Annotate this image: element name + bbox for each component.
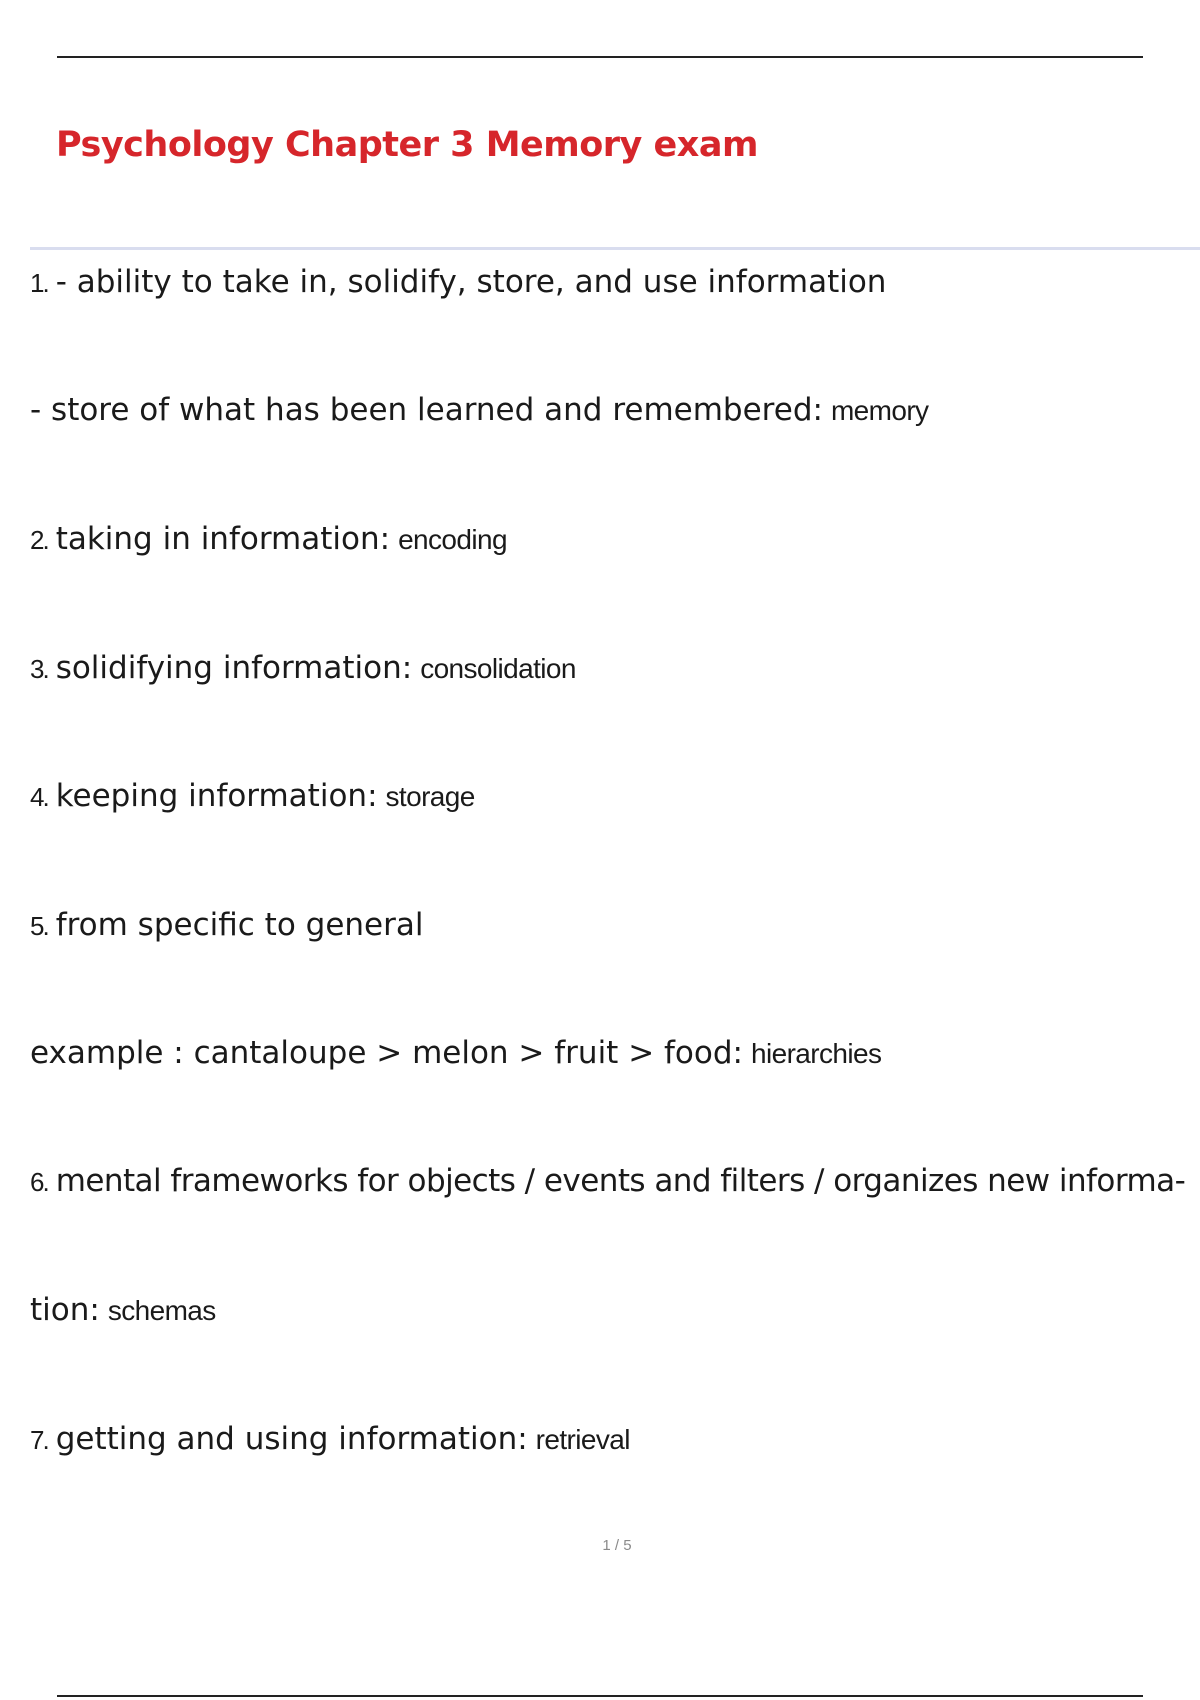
item-number: 7. (30, 1425, 48, 1455)
item-number: 1. (30, 268, 48, 298)
item-number: 5. (30, 911, 48, 941)
item-question: solidifying information: (55, 650, 413, 686)
list-item (30, 262, 894, 303)
item-answer: schemas (107, 1295, 216, 1326)
item-number: 6. (30, 1167, 48, 1197)
item-question: from specific to general (55, 907, 424, 943)
item-number: 3. (30, 654, 48, 684)
list-item (30, 519, 507, 560)
list-item (30, 905, 431, 946)
item-number: 2. (30, 525, 48, 555)
list-item (30, 1290, 216, 1331)
item-answer: memory (830, 395, 929, 426)
item-question: - ability to take in, solidify, store, and use information (55, 264, 887, 300)
item-number: 4. (30, 782, 48, 812)
item-question: - store of what has been learned and remembered: (30, 392, 823, 428)
item-answer: consolidation (420, 653, 576, 684)
item-answer: retrieval (535, 1424, 630, 1455)
item-answer: hierarchies (751, 1038, 882, 1069)
list-item (30, 1033, 881, 1074)
list-item (30, 1419, 630, 1460)
list-item (30, 390, 928, 431)
item-question: keeping information: (55, 778, 378, 814)
item-question: example : cantaloupe > melon > fruit > food: (30, 1035, 743, 1071)
list-item (30, 1161, 1193, 1202)
top-rule (57, 56, 1143, 58)
list-item (30, 776, 475, 817)
item-question: mental frameworks for objects / events and filters / organizes new informa- (55, 1163, 1186, 1199)
document-title: Psychology Chapter 3 Memory exam (56, 125, 758, 165)
item-question: taking in information: (55, 521, 391, 557)
item-answer: storage (385, 781, 475, 812)
list-item (30, 648, 576, 689)
item-answer: encoding (398, 524, 507, 555)
item-question: tion: (30, 1292, 100, 1328)
page-indicator: 1 / 5 (602, 1537, 632, 1554)
bottom-rule (57, 1695, 1143, 1697)
item-question: getting and using information: (55, 1421, 528, 1457)
title-divider (30, 247, 1200, 250)
